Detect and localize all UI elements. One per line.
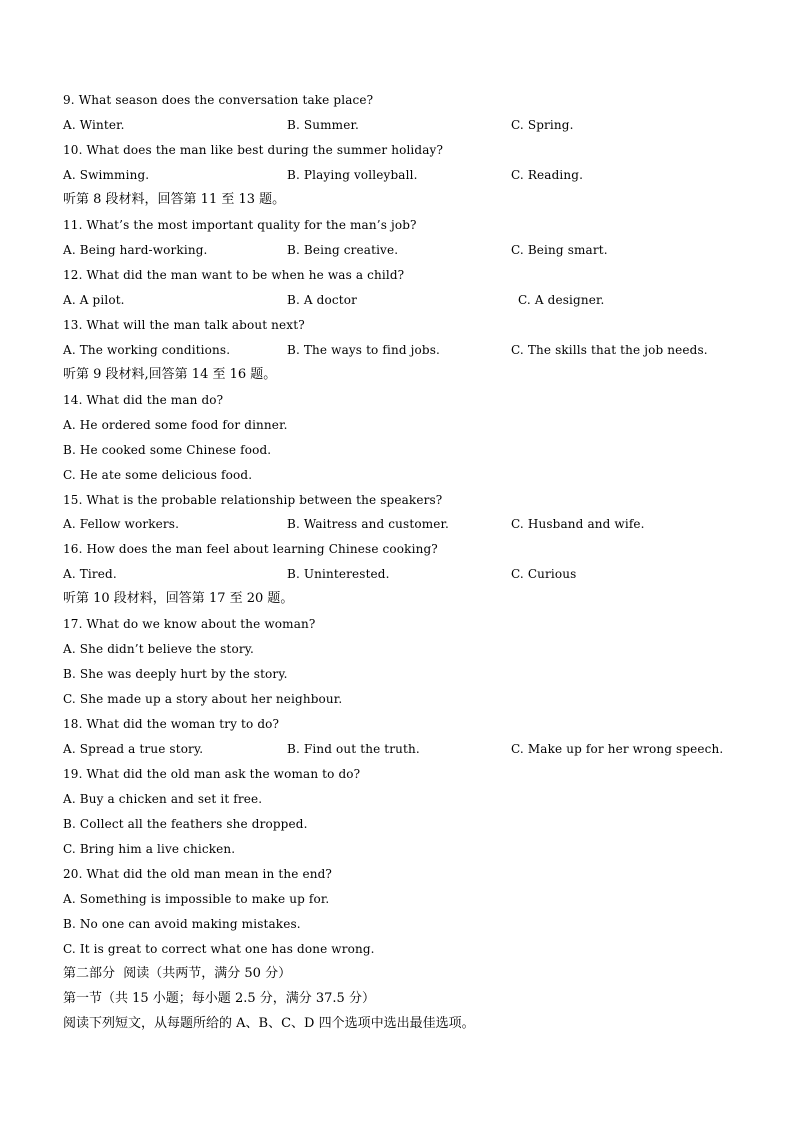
question-text: A. Something is impossible to make up for. bbox=[63, 892, 330, 907]
question-text: 12. What did the man want to be when he was a child? bbox=[63, 267, 405, 282]
question-text: C. She made up a story about her neighbour. bbox=[63, 692, 343, 707]
option-c: C. A designer. bbox=[518, 292, 605, 307]
option-a: A. The working conditions. bbox=[63, 342, 231, 357]
question-text: C. It is great to correct what one has done wrong. bbox=[63, 941, 375, 956]
question-text: C. Bring him a live chicken. bbox=[63, 842, 236, 857]
question-text: 20. What did the old man mean in the end? bbox=[63, 867, 332, 882]
option-row bbox=[0, 241, 794, 259]
option-c: C. Curious bbox=[511, 567, 577, 582]
question-text: 11. What’s the most important quality for the man’s job? bbox=[63, 217, 417, 232]
section-instruction: 听第 8 段材料，回答第 11 至 13 题。 bbox=[63, 191, 286, 207]
option-a: A. Being hard-working. bbox=[63, 242, 208, 257]
option-b: B. Uninterested. bbox=[287, 567, 390, 582]
question-text: B. No one can avoid making mistakes. bbox=[63, 917, 301, 931]
option-b: B. Find out the truth. bbox=[287, 742, 420, 757]
option-row bbox=[0, 291, 794, 309]
question-text: B. Collect all the feathers she dropped. bbox=[63, 817, 308, 832]
question-text: 15. What is the probable relationship between the speakers? bbox=[63, 492, 443, 507]
option-row bbox=[0, 565, 794, 583]
question-text: 19. What did the old man ask the woman to do? bbox=[63, 767, 361, 782]
question-text: A. She didn’t believe the story. bbox=[63, 642, 255, 657]
option-c: C. Make up for her wrong speech. bbox=[511, 742, 724, 757]
question-text: 9. What season does the conversation take place? bbox=[63, 93, 374, 107]
option-c: C. Husband and wife. bbox=[511, 517, 645, 532]
option-c: C. Reading. bbox=[511, 167, 584, 182]
option-c: C. The skills that the job needs. bbox=[511, 342, 708, 357]
option-row bbox=[0, 166, 794, 184]
question-text: C. He ate some delicious food. bbox=[63, 467, 253, 482]
question-text: B. She was deeply hurt by the story. bbox=[63, 667, 288, 682]
option-a: A. Spread a true story. bbox=[63, 742, 204, 757]
option-b: B. The ways to find jobs. bbox=[287, 342, 440, 357]
question-text: 10. What does the man like best during the summer holiday? bbox=[63, 142, 444, 157]
option-c: C. Spring. bbox=[511, 117, 574, 132]
option-a: A. Swimming. bbox=[63, 167, 150, 182]
option-a: A. A pilot. bbox=[63, 292, 125, 307]
option-b: B. Summer. bbox=[287, 117, 359, 132]
section-instruction: 第二部分 阅读（共两节，满分 50 分） bbox=[63, 965, 292, 981]
question-text: A. Buy a chicken and set it free. bbox=[63, 792, 263, 807]
option-row bbox=[0, 341, 794, 359]
section-instruction: 听第 9 段材料,回答第 14 至 16 题。 bbox=[63, 366, 277, 382]
question-text: 17. What do we know about the woman? bbox=[63, 617, 316, 632]
question-text: 14. What did the man do? bbox=[63, 392, 224, 407]
option-row bbox=[0, 740, 794, 758]
section-instruction: 听第 10 段材料，回答第 17 至 20 题。 bbox=[63, 591, 294, 607]
option-row bbox=[0, 515, 794, 533]
option-b: B. Being creative. bbox=[287, 242, 399, 257]
option-a: A. Fellow workers. bbox=[63, 517, 180, 532]
option-row bbox=[0, 116, 794, 134]
option-b: B. A doctor bbox=[287, 292, 357, 307]
option-a: A. Winter. bbox=[63, 117, 125, 132]
question-text: A. He ordered some food for dinner. bbox=[63, 417, 288, 432]
section-instruction: 第一节（共 15 小题；每小题 2.5 分，满分 37.5 分） bbox=[63, 990, 375, 1006]
question-text: B. He cooked some Chinese food. bbox=[63, 442, 272, 457]
option-a: A. Tired. bbox=[63, 567, 117, 582]
option-b: B. Playing volleyball. bbox=[287, 167, 418, 182]
section-instruction: 阅读下列短文，从每题所给的 A、B、C、D 四个选项中选出最佳选项。 bbox=[63, 1015, 475, 1031]
question-text: 16. How does the man feel about learning Chinese cooking? bbox=[63, 542, 438, 557]
question-text: 18. What did the woman try to do? bbox=[63, 717, 280, 732]
question-text: 13. What will the man talk about next? bbox=[63, 317, 305, 332]
option-b: B. Waitress and customer. bbox=[287, 517, 450, 532]
option-c: C. Being smart. bbox=[511, 242, 608, 257]
